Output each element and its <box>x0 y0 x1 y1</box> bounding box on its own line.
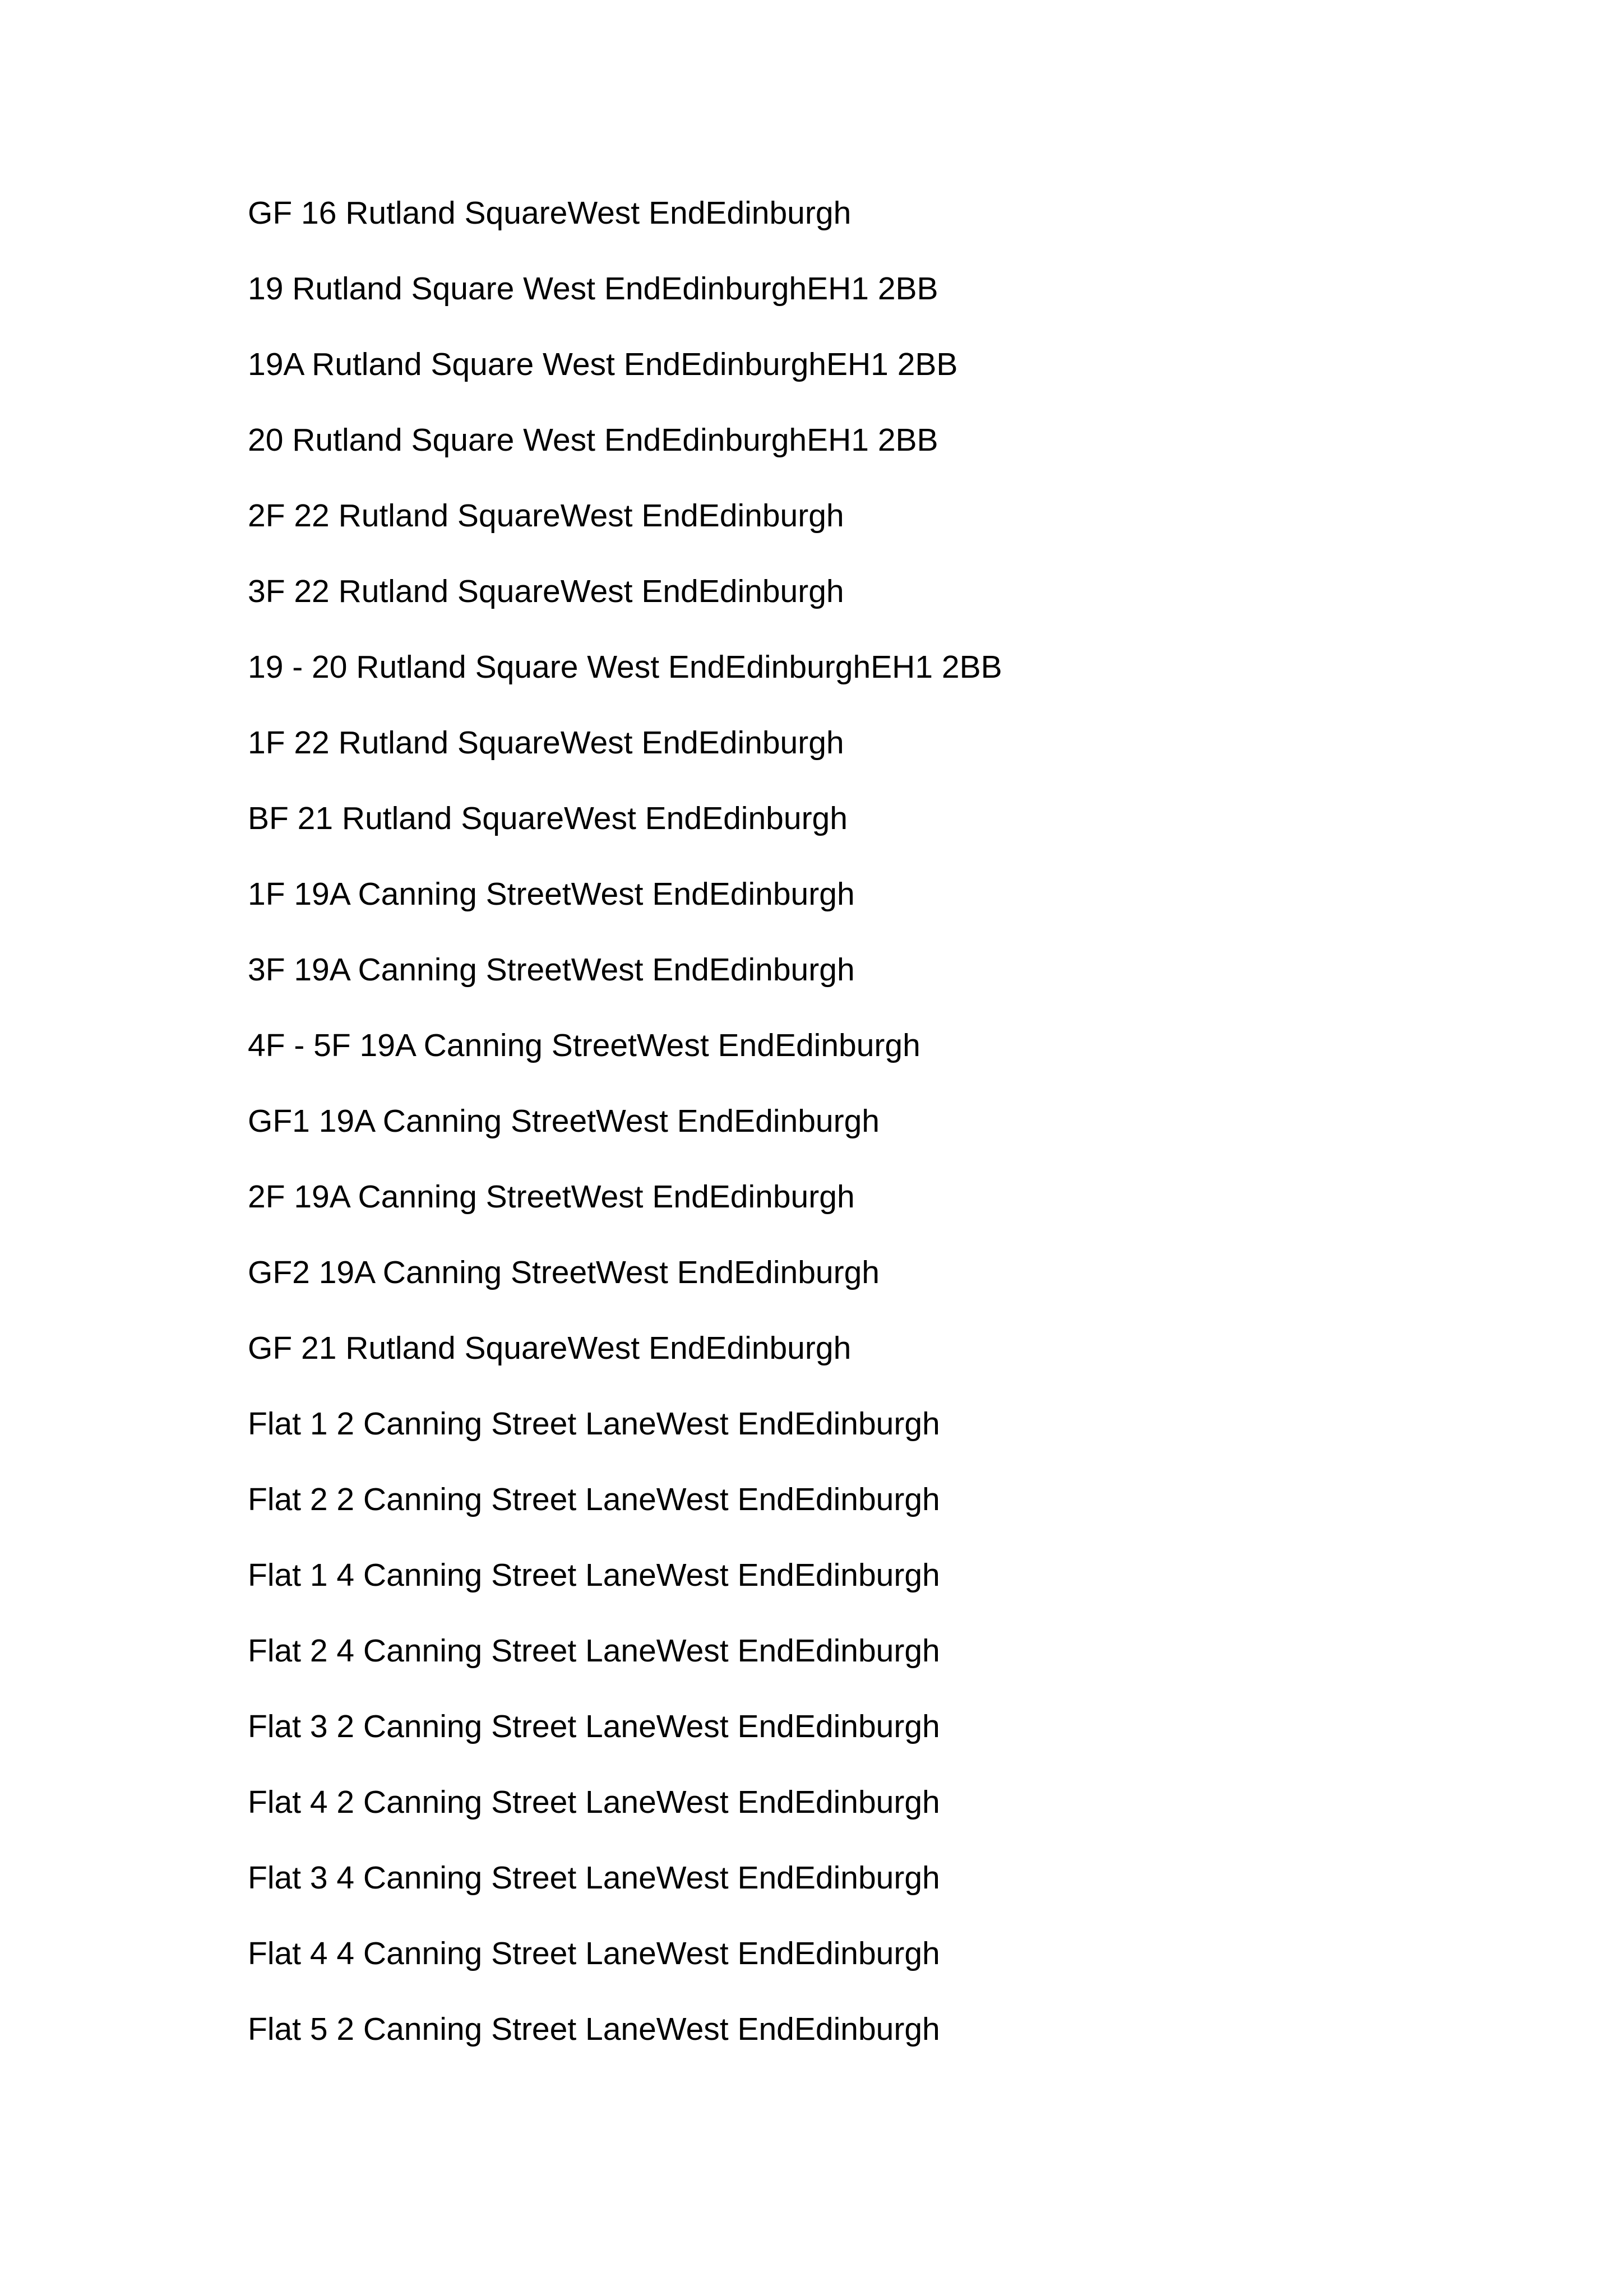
address-line: 20 Rutland Square West EndEdinburghEH1 2BB <box>248 422 938 458</box>
address-line: GF 16 Rutland SquareWest EndEdinburgh <box>248 195 852 231</box>
address-line: Flat 2 4 Canning Street LaneWest EndEdinburgh <box>248 1633 940 1669</box>
address-line: 2F 19A Canning StreetWest EndEdinburgh <box>248 1179 855 1215</box>
address-line: 19A Rutland Square West EndEdinburghEH1 2BB <box>248 346 958 382</box>
address-line: GF2 19A Canning StreetWest EndEdinburgh <box>248 1255 880 1290</box>
address-line: GF 21 Rutland SquareWest EndEdinburgh <box>248 1330 852 1366</box>
address-line: 1F 19A Canning StreetWest EndEdinburgh <box>248 876 855 912</box>
address-line: 1F 22 Rutland SquareWest EndEdinburgh <box>248 725 844 761</box>
address-line: 19 Rutland Square West EndEdinburghEH1 2BB <box>248 271 938 307</box>
address-line: 2F 22 Rutland SquareWest EndEdinburgh <box>248 498 844 534</box>
address-line: Flat 4 2 Canning Street LaneWest EndEdinburgh <box>248 1784 940 1820</box>
address-line: 4F - 5F 19A Canning StreetWest EndEdinburgh <box>248 1027 920 1063</box>
address-line: Flat 5 2 Canning Street LaneWest EndEdinburgh <box>248 2011 940 2047</box>
address-line: Flat 1 2 Canning Street LaneWest EndEdinburgh <box>248 1406 940 1442</box>
address-line: Flat 4 4 Canning Street LaneWest EndEdinburgh <box>248 1936 940 1971</box>
address-line: GF1 19A Canning StreetWest EndEdinburgh <box>248 1103 880 1139</box>
address-line: 3F 19A Canning StreetWest EndEdinburgh <box>248 952 855 988</box>
address-line: 3F 22 Rutland SquareWest EndEdinburgh <box>248 573 844 609</box>
address-line: BF 21 Rutland SquareWest EndEdinburgh <box>248 800 848 836</box>
address-line: Flat 3 2 Canning Street LaneWest EndEdinburgh <box>248 1709 940 1744</box>
address-line: Flat 1 4 Canning Street LaneWest EndEdinburgh <box>248 1557 940 1593</box>
address-line: Flat 3 4 Canning Street LaneWest EndEdinburgh <box>248 1860 940 1896</box>
address-line: Flat 2 2 Canning Street LaneWest EndEdinburgh <box>248 1482 940 1517</box>
address-line: 19 - 20 Rutland Square West EndEdinburghEH1 2BB <box>248 649 1002 685</box>
address-list <box>248 197 1002 2089</box>
